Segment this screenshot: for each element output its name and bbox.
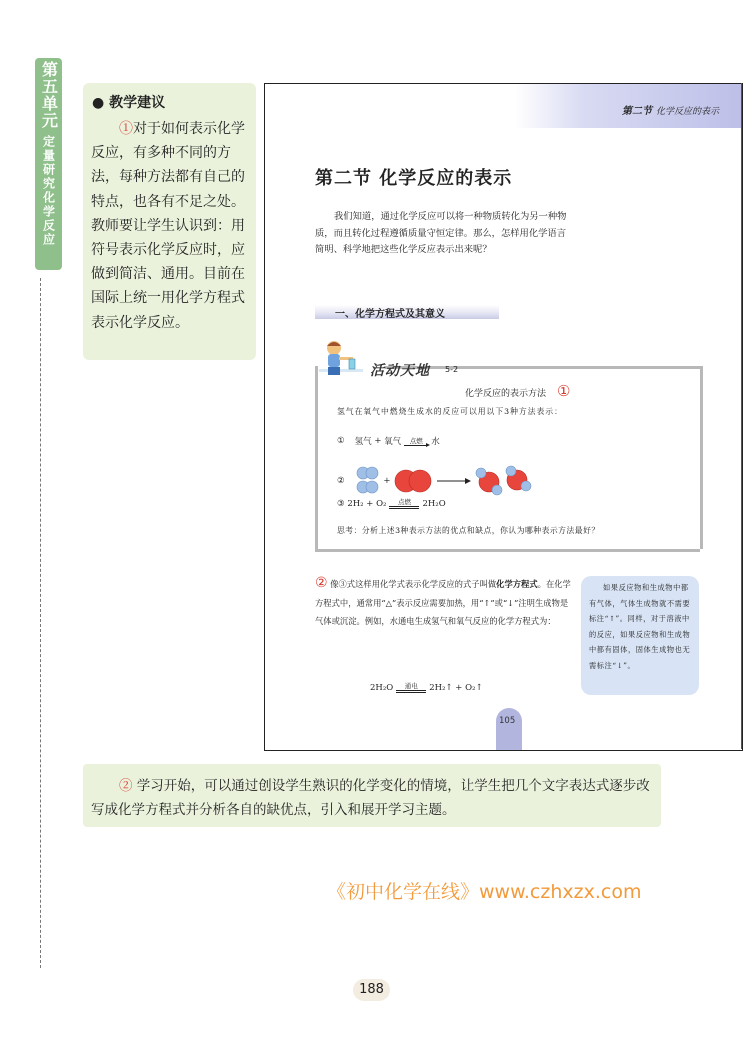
reaction-arrow-icon (433, 476, 473, 486)
activity-title: 活动天地 (370, 363, 430, 379)
page-number: 188 (353, 979, 390, 1001)
advice-marker: ① (119, 121, 133, 137)
hydrogen-molecules-icon (355, 465, 381, 497)
unit-number: 第五单元 (39, 61, 59, 129)
header-band (515, 84, 741, 128)
header-section: 第二节 (621, 106, 652, 117)
margin-dashed-line (40, 278, 41, 968)
activity-description: 氢气在氧气中燃烧生成水的反应可以用以下3种方法表示： (337, 407, 563, 416)
book-page-number: 105 (499, 716, 516, 726)
textbook-page (264, 83, 743, 751)
advice-heading: ● 教学建议 (92, 95, 166, 111)
method-3-number: ③ (337, 498, 345, 509)
method-3-reactants: 2H₂ + O₂ (347, 498, 387, 509)
equation-lhs: 2H₂O (370, 682, 394, 693)
equation-equals-sign (396, 682, 426, 693)
water-electrolysis-equation (370, 682, 483, 693)
header-topic: 化学反应的表示 (655, 107, 719, 117)
advice-paragraph: 对于如何表示化学反应，有多种不同的方法，每种方法都有自己的特点，也各有不足之处。教师要让学生认识到：用符号表示化学反应时，应做到简洁、通用。目前在国际上统一用化学方程式表示化学反应。 (91, 121, 245, 331)
advice-text (91, 117, 253, 335)
oxygen-molecule-icon (393, 468, 433, 494)
page-edge-line (741, 83, 742, 749)
method-1-product: 水 (431, 437, 440, 447)
equation-marker: ② (315, 575, 328, 591)
page-number-tab (496, 708, 522, 750)
bottom-note-marker: ② (119, 778, 133, 794)
method-3-equals-sign (389, 498, 419, 509)
running-header (622, 102, 719, 117)
method-1-word-equation (337, 435, 440, 447)
method-2-molecule-model (337, 464, 533, 498)
subheading: 一、化学方程式及其意义 (335, 309, 445, 320)
activity-caption: 化学反应的表示方法 (465, 389, 547, 399)
site-watermark: 《初中化学在线》www.czhxzx.com (327, 881, 642, 903)
method-1-plus: + (374, 436, 382, 446)
bottom-note-text (91, 774, 656, 822)
activity-frame-top (385, 366, 700, 369)
method-3-chemical-equation (337, 498, 446, 509)
water-molecules-icon (473, 464, 533, 498)
method-3-product: 2H₂O (422, 498, 446, 509)
equation-rest: 。在化学方程式中，通常用“△”表示反应需要加热，用“↑”或“↓”注明生成物是气体或沉淀。例如，水通电生成氢气和氧气反应的化学方程式为： (315, 579, 571, 626)
method-1-condition: 点燃 (409, 436, 423, 445)
unit-side-tab (35, 58, 62, 270)
equation-paragraph (315, 574, 573, 631)
method-1-number: ① (337, 436, 345, 446)
equation-rhs: 2H₂↑ + O₂↑ (429, 682, 483, 693)
method-3-condition: 点燃 (397, 498, 411, 506)
equation-lead: 像③式这样用化学式表示化学反应的式子叫做 (330, 579, 497, 589)
method-1-arrow (404, 437, 428, 446)
kid-illustration (317, 339, 367, 381)
method-1-reactant-1: 氢气 (354, 437, 372, 447)
activity-caption-marker: ① (557, 382, 571, 400)
equation-term: 化学方程式 (496, 579, 538, 589)
activity-frame-bottom (315, 549, 700, 552)
method-2-plus: + (383, 476, 391, 486)
method-2-number: ② (337, 476, 345, 486)
intro-paragraph: 我们知道，通过化学反应可以将一种物质转化为另一种物质，而且转化过程遵循质量守恒定律。那么，怎样用化学语言简明、科学地把这些化学反应表示出来呢？ (315, 211, 567, 255)
sidenote-text: 如果反应物和生成物中都有气体，气体生成物就不需要标注“↑”。同样，对于溶液中的反应，如果反应物和生成物中都有固体，固体生成物也无需标注“↓”。 (589, 583, 691, 670)
bottom-note-paragraph: 学习开始，可以通过创设学生熟识的化学变化的情境，让学生把几个文字表达式逐步改写成化学方程式并分析各自的缺优点，引入和展开学习主题。 (91, 778, 650, 818)
method-1-reactant-2: 氧气 (384, 437, 402, 447)
activity-number: 5-2 (445, 365, 459, 374)
equation-condition: 通电 (404, 682, 418, 690)
section-title: 第二节 化学反应的表示 (315, 168, 513, 189)
activity-question: 思考：分析上述3种表示方法的优点和缺点，你认为哪种表示方法最好？ (337, 526, 600, 535)
unit-title: 定量研究化学反应 (41, 135, 56, 247)
